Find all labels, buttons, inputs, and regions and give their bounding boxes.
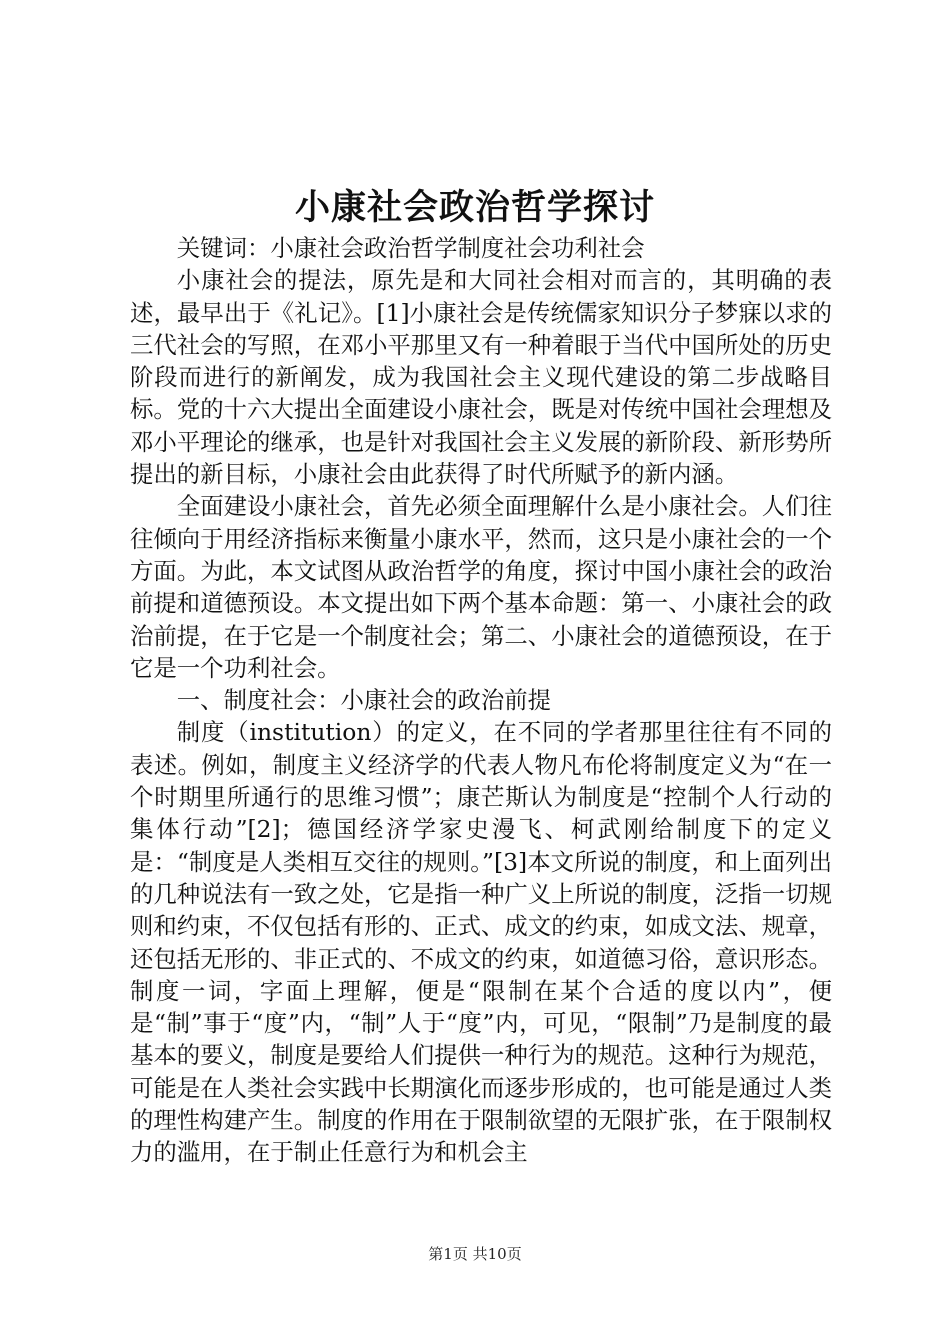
body-paragraph: 全面建设小康社会，首先必须全面理解什么是小康社会。人们往往倾向于用经济指标来衡量小康水平，然而，这只是小康社会的一个方面。为此，本文试图从政治哲学的角度，探讨中国小康社会的政治前提和道德预设。本文提出如下两个基本命题：第一、小康社会的政治前提，在于它是一个制度社会；第二、小康社会的道德预设，在于它是一个功利社会。 (130, 492, 832, 682)
body-paragraph: 制度（institution）的定义，在不同的学者那里往往有不同的表述。例如，制度主义经济学的代表人物凡布伦将制度定义为“在一个时期里所通行的思维习惯”；康芒斯认为制度是“控制个人行动的集体行动”[2]；德国经济学家史漫飞、柯武刚给制度下的定义是：“制度是人类相互交往的规则。”[3]本文所说的制度，和上面列出的几种说法有一致之处，它是指一种广义上所说的制度，泛指一切规则和约束，不仅包括有形的、正式、成文的约束，如成文法、规章，还包括无形的、非正式的、不成文的约束，如道德习俗，意识形态。制度一词，字面上理解，便是“限制在某个合适的度以内”，便是“制”事于“度”内，“制”人于“度”内，可见，“限制”乃是制度的最基本的要义，制度是要给人们提供一种行为的规范。这种行为规范，可能是在人类社会实践中长期演化而逐步形成的，也可能是通过人类的理性构建产生。制度的作用在于限制欲望的无限扩张，在于限制权力的滥用，在于制止任意行为和机会主 (130, 718, 832, 1167)
body-paragraph: 小康社会的提法，原先是和大同社会相对而言的，其明确的表述，最早出于《礼记》。[1]小康社会是传统儒家知识分子梦寐以求的三代社会的写照，在邓小平那里又有一种着眼于当代中国所处的历史阶段而进行的新阐发，成为我国社会主义现代建设的第二步战略目标。党的十六大提出全面建设小康社会，既是对传统中国社会理想及邓小平理论的继承，也是针对我国社会主义发展的新阶段、新形势所提出的新目标，小康社会由此获得了时代所赋予的新内涵。 (130, 266, 832, 489)
document-title: 小康社会政治哲学探讨 (294, 187, 655, 228)
keywords-paragraph: 关键词：小康社会政治哲学制度社会功利社会 (176, 234, 645, 262)
page-number-footer: 第1页 共10页 (428, 1245, 522, 1263)
section-heading: 一、制度社会：小康社会的政治前提 (176, 686, 552, 715)
document-body (130, 232, 832, 1169)
